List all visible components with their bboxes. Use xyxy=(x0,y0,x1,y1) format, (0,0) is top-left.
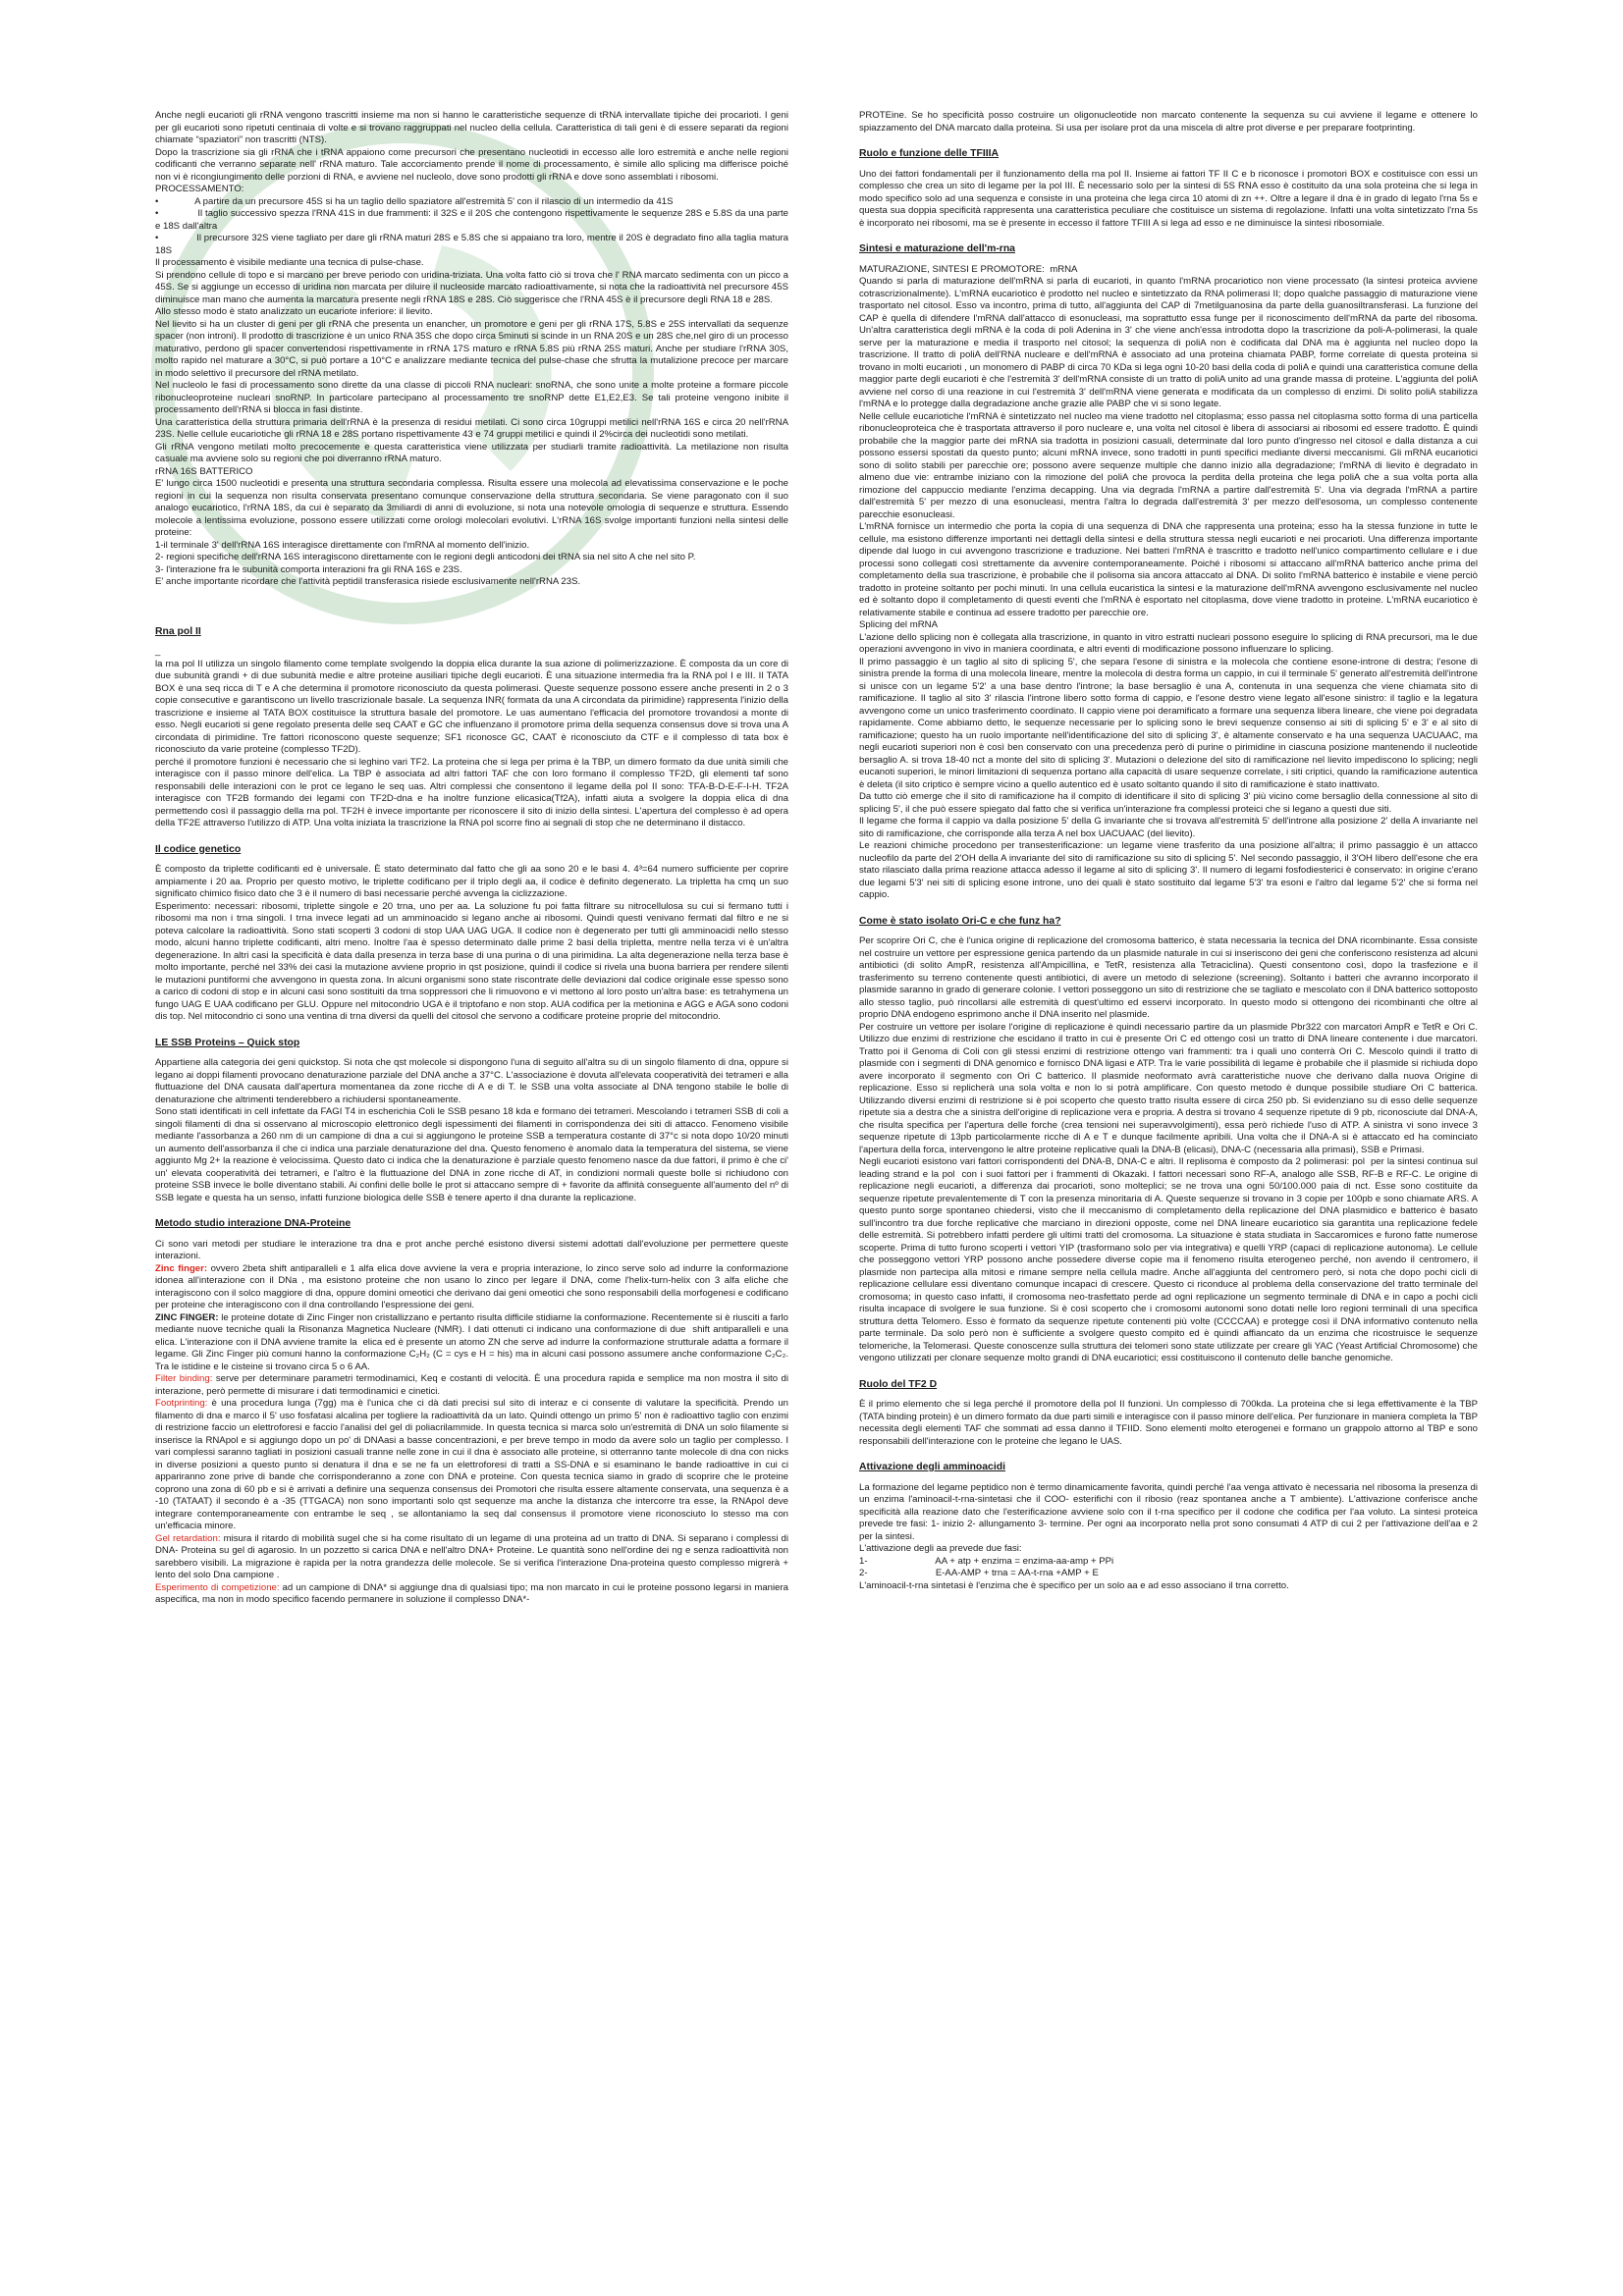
tf2d-section xyxy=(859,1399,1481,1448)
filter-binding-paragraph xyxy=(155,1373,791,1398)
paragraph: Il processamento è visibile mediante una tecnica di pulse-chase. xyxy=(155,257,424,268)
paragraph: Allo stesso modo è stato analizzato un eucariote inferiore: il lievito. xyxy=(155,306,433,317)
left-column xyxy=(155,110,794,1607)
paragraph: Esperimento: necessari: ribosomi, triplette singole e 20 trna, uno per aa. La soluzione fu poi fatta filtrare su nitrocellulosa su cui si fermano tutti i ribosomi ma non i trna singoli. I trna invece legati ad un amminoacido si legano anche ai ribosomi. Quindi questi venivano fermati dal filtro e ne si poteva calcolare la radioattività. Sono stati scoperti 3 codoni di stop UAA UAG UGA. Il codice non è degenerato per tutti gli amminoacidi nello stesso modo, alcuni hanno triplette codificanti, altri meno. Inoltre l'aa è spesso determinato dalle prime 2 basi della tripletta, mentre nella terza vi è un'altra degenerazione. In altri casi la specificità è data dalla presenza in terza base di una purina o di una pirimidina. La alta degenerazione nella terza base è molto importante, perché nel 33% dei casi la mutazione avviene proprio in qst posizione, quindi il codice si rivela una buona barriera per rendere silenti le mutazioni puntiformi che avvengono in questa zona. In alcuni organismi sono state riscontrate delle deviazioni dal codice originale esse spesso sono a carico di codoni di stop e in alcuni casi sono sostituiti da trna soppressori che li rimuovono e vi mettono al loro posto un'altra base: es tetrahymena un fungo UAG E UAA codificano per GLU. Oppure nel mitocondrio UGA è il triptofano e non stop. AUA codifica per la metionina e AGG e AGA sono codoni dis top. Nel mitocondrio ci sono una ventina di trna diversi da quelli del citosol che servono a codificare proteine proprie del mitocondrio. xyxy=(155,900,791,1022)
paragraph: _ xyxy=(155,646,161,657)
paragraph: 1- AA + atp + enzima = enzima-aa-amp + PPi xyxy=(859,1555,1114,1567)
zinc-finger-paragraph xyxy=(155,1262,791,1312)
rna-pol-section xyxy=(155,646,791,830)
gel-retardation-label: Gel retardation: xyxy=(155,1532,221,1544)
oric-section xyxy=(859,935,1481,1365)
paragraph: MATURAZIONE, SINTESI E PROMOTORE: mRNA xyxy=(859,263,1078,275)
paragraph: Dopo la trascrizione sia gli rRNA che i tRNA appaiono come precursori che presentano nucleotidi in eccesso alle loro estremità e anche nelle regioni codificanti che verranno separate nell' rRNA maturo. Tale accorciamento prende il nome di processamento, è simile allo splicing ma differisce poiché non vi è ricongiungimento delle porzioni di RNA, e avviene nel nucleolo, dove sono prodotti gli rRNA e dove sono assemblati i ribosomi. xyxy=(155,146,791,183)
zinc-finger-label: Zinc finger: xyxy=(155,1262,208,1274)
paragraph: 2- regioni specifiche dell'rRNA 16S interagiscono direttamente con le regioni degli anticodoni dei tRNA sia nel sito A che nel sito P. xyxy=(155,552,696,562)
metodo-section xyxy=(155,1238,791,1263)
gel-retardation-text: misura il ritardo di mobilità sugel che si ha come risultato di un legame di una proteina ad un tratto di DNA. Si separano i complessi di DNA- Proteina su gel di agarosio. In un pozzetto si carica DNA e nell'altro DNA+ Proteine. Le quantità sono nell'ordine dei ng e senza radioattività non sarebbero visibili. La migrazione è rapida per la notra grandezza delle molecole. Se si verifica l'interazione Dna-proteina questo complesso migrerà + lento del solo Dna campione . xyxy=(155,1532,791,1580)
paragraph: Le reazioni chimiche procedono per transesterificazione: un legame viene trasferito da una posizione all'altra; il primo passaggio è un attacco nucleofilo da parte del 2'OH della A invariante del sito di ramificazione su sito di splicing 5'. Nel secondo passaggio, il 3'OH libero dell'esone che era stato rilasciato dalla prima reazione attacca adesso il legame al sito di splicing 3'. Il numero di legami fosfodiesterici è conservato: in origine c'erano due legami 5'3' nei siti di splicing esone introne, uno dei quali è stato sostituito dal legame 5'3' tra esoni e l'altro dal legame 5'2' che si forma nel cappio. xyxy=(859,840,1481,900)
ssb-section xyxy=(155,1057,791,1204)
section-title-codice: Il codice genetico xyxy=(155,843,242,855)
paragraph: 3- l'interazione fra le subunità comporta interazioni fra gli RNA 16S e 23S. xyxy=(155,563,462,575)
competizione-text: ad un campione di DNA* si aggiunge dna di qualsiasi tipo; ma non marcato in cui le proteine possono legarsi in maniera aspecifica, ma non in modo specifico facendo permanere in soluzione il complesso DNA*- xyxy=(155,1581,791,1605)
paragraph: Gli rRNA vengono metilati molto precocemente e questa caratteristica viene utilizzata per studiarli tramite radioattività. La metilazione non risulta casuale ma avviene solo su regioni che poi diverranno rRNA maturo. xyxy=(155,441,791,464)
paragraph: Negli eucarioti esistono vari fattori corrispondenti del DNA-B, DNA-C e altri. Il replisoma è composto da 2 polimerasi: pol per la sintesi continua sul leading strand e la pol con i suoi fattori per i frammenti di Okazaki. I fattori necessari sono RF-A, analogo alle SSB, RF-B e RF-C. Le origine di replicazione negli eucarioti, a differenza dai procarioti, sono molteplici; se ne trova una ogni 50/100.000 paia di nct. Esse sono costituite da sequenze ripetute prevalentemente di T con la presenza minoritaria di A. Queste sequenze si trovano in 3 copie per 100pb e sono chiamate ARS. A questo punto sorge spontaneo chiedersi, visto che il meccanismo di completamento della replicazione del DNA plasmidico e batterico è basato sull'incontro tra due forche replicative che marciano in direzioni opposte, come nel DNA lineare eucariotico sia garantita una replicazione fedele delle estremità. Si potrebbero infatti perdere gli ultimi tratti del cromosoma. La situazione è stata studiata in Saccaromices e furono fatte numerose scoperte. Prima di tutto furono scoperti i vettori YIP (trasformano solo per via integrativa) e quelli YRP (capaci di replicazione autonoma). Le cellule che posseggono vettori YRP possono anche possedere diverse copie ma il fenomeno risulta eterogeneo perché, non avendo il centromero, il plasmide non partecipa alla mitosi e rimane sempre nella cellula madre. Anche all'aggiunta del centromero però, si nota che dopo pochi cicli di replicazione cellulare essi diventano comunque incapaci di crescere. Questo ci riconduce al problema della conservazione del tratto terminale del cromosoma; in questo caso infatti, il cromosoma neo-trasfettato perde ad ogni replicazione un segmento terminale di DNA e in capo a pochi cicli risulta incapace di svolgere le sua funzione. Si è così scoperto che i cromosomi autonomi sono dotati nelle loro regioni terminali di una specifica struttura detta Telomero. Esso è formato da sequenze ripetute contenenti più volte (CCCCAA) e protegge così il DNA informativo contenuto nella parte terminale. Da solo però non è sufficiente a svolgere questo compito ed è quindi affiancato da un enzima che ricostruisce le sequenze telomeriche, la Telomerasi. Queste conoscenze sulla struttura dei telomeri sono state utilizzate per creare gli YAC (Yeast Artificial Chromosome) che vengono utilizzati per clonare sequenze molto grandi di DNA eucariotici; essi costituiscono il contenuto delle banche genomiche. xyxy=(859,1156,1481,1363)
footprinting-paragraph xyxy=(155,1398,791,1533)
paragraph: Da tutto ciò emerge che il sito di ramificazione ha il compito di identificare il sito di splicing 3' più vicino come bersaglio della connessione al sito di splicing 5', il che può essere spiegato dal fatto che si verifica un'interazione fra complessi proteici che si legano a questi due siti. xyxy=(859,791,1481,815)
section-title-aa: Attivazione degli amminoacidi xyxy=(859,1462,1005,1472)
section-title-ssb: LE SSB Proteins – Quick stop xyxy=(155,1037,300,1048)
paragraph: PROCESSAMENTO: xyxy=(155,184,244,194)
paragraph: • A partire da un precursore 45S si ha un taglio dello spaziatore all'estremità 5' con il rilascio di un intermedio da 41S xyxy=(155,195,674,207)
footprinting-label: Footprinting: xyxy=(155,1398,208,1409)
paragraph: Per costruire un vettore per isolare l'origine di replicazione è quindi necessario partire da un plasmide Pbr322 con marcatori AmpR e TetR e Ori C. Utilizzo due enzimi di restrizione che escidano il tratto in cui è presente Ori C ed ottengo così un tratto di DNA lineare contenente i due marcatori. Tratto poi il Genoma di Coli con gli stessi enzimi di restrizione ottengo vari frammenti: tra i quali uno conterrà Ori C. Mescolo quindi il tratto di plasmide con i segmenti di DNA genomico e fornisco DNA ligasi e ATP. Tra le varie possibilità di legame è probabile che il plasmide si richiuda dopo avere incorporato il segmento con Ori C batterico. Il plasmide neoformato avrà caratteristiche nuove che derivano dalla nuova Origine di replicazione. Esso si replicherà una sola volta e non lo si potrà amplificare. Con questo metodo è dunque possibile studiare Ori C batterica. Utilizzando diversi enzimi di restrizione si è poi scoperto che questo tratto risulta essere di circa 250 pb. Si evidenziano su di esso delle sequenze ripetute sia a destra che a sinistra dell'origine di replicazione vera e propria. A destra si trovano 4 sequenze ripetute di 9 pb, riconosciute dal DNA-A, che risulta specifica per l'apertura delle forche (crea tensioni nei superavvolgimenti), essa però richiede l'uso di ATP. A sinistra vi sono invece 3 sequenze ripetute di 13pb particolarmente ricche di A e T e dunque facilmente apribili. Una volta che il DNA-A si è attaccato ed ha cominciato l'apertura della forca, intervengono le altre proteine replicative quali la DNA-B (elicasi), DNA-C (necessaria alla primasi), SSB e Primasi. xyxy=(859,1021,1481,1155)
paragraph: L'aminoacil-t-rna sintetasi è l'enzima che è specifico per un solo aa e ad esso associano il trna corretto. xyxy=(859,1579,1289,1591)
paragraph: Una caratteristica della struttura primaria dell'rRNA è la presenza di residui metilati. Ci sono circa 10gruppi metilici nell'rRNA 16S e circa 20 nell'rRNA 23S. Nelle cellule eucariotiche gli rRNA 18 e 28S portano rispettivamente 43 e 74 gruppi metilici e quindi il 2%circa dei nucleotidi sono metilati. xyxy=(155,416,791,440)
paragraph: Per scoprire Ori C, che è l'unica origine di replicazione del cromosoma batterico, è stata necessaria la tecnica del DNA ricombinante. Essa consiste nel costruire un vettore per espressione genica partendo da un plasmide naturale in cui si inseriscono dei geni che conferiscono resistenza ad alcuni antibiotici (di solito AmpR, resistenza all'Ampicillina, e TetR, resistenza alla Tetraciclina). Questi consentono così, dopo la trasfezione e il trasferimento su terreno contenente questi antibiotici, di avere un metodo di selezione (screening). Soltanto i batteri che avranno incorporato il plasmide saranno in grado di generare colonie. I vettori posseggono un sito di restrizione che se tagliato e mescolato con il DNA batterico sottoposto allo stesso taglio, può rincollarsi alle estremità di quest'ultimo ed esservi incorporato. In questo modo si ottengono dei ricombinanti che oltre al proprio DNA endogeno esprimono anche il DNA inserito nel plasmide. xyxy=(859,935,1481,1020)
paragraph: PROTEine. Se ho specificità posso costruire un oligonucleotide non marcato contenente la sequenza su cui avviene il legame e ottenere lo spiazzamento del DNA marcato dalla proteina. Si usa per isolare prot da una miscela di altre prot diverse e per preparare footprinting. xyxy=(859,110,1481,133)
zinc-finger-text: ovvero 2beta shift antiparalleli e 1 alfa elica dove avviene la vera e propria interazione, lo zinco serve solo ad indurre la conformazione idonea all'interazione con il DNa , ma esistono proteine che non usano lo zinco per legare il DNA, come l'helix-turn-helix con 3 alfa eliche che interagiscono con il solco maggiore di dna, oppure domini omeotici che derivano dai geni omeotici che sono responsabili della morfogenesi e codificano per proteine che interagiscono con il dna controllando l'espressione dei geni. xyxy=(155,1262,791,1310)
aa-section xyxy=(859,1481,1481,1593)
paragraph: Nelle cellule eucariotiche l'mRNA è sintetizzato nel nucleo ma viene tradotto nel citoplasma; esso passa nel citoplasma sotto forma di una particella ribonucleoproteica che è trasportata attraverso il poro nucleare e, una volta nel citosol è libera di associarsi ai ribosomi ed essere tradotto. È quindi probabile che la maggior parte dei mRNA sia tradotta in posizioni casuali, determinate dal loro punto d'ingresso nel citosol e dalla distanza a cui possono essersi spostati da questo punto; alcuni mRNA invece, sono tradotti in punti specifici mediante diversi meccanismi. Gli mRNA eucariotici sono di solito stabili per parecchie ore; possono avere sequenze multiple che danno inizio alla degradazione; l'mRNA di lievito è degradato in almeno due vie: entrambe iniziano con la rimozione del poliA che provoca la perdita della proteina che lega poliA che a sua volta porta alla rimozione del cappuccio mediante l'enzima decapping. Una via degrada l'mRNA a partire dall'estremità 5'. Una via degrada l'mRNA a partire dall'estremità 5' per mezzo di una esonucleasi, mentra l'altra lo degrada dall'estremità 3' per mezzo dell'esosoma, un complesso contenente parecchie esonucleasi. xyxy=(859,410,1481,520)
section-title-metodo: Metodo studio interazione DNA-Proteine xyxy=(155,1218,352,1229)
paragraph: Il legame che forma il cappio va dalla posizione 5' della G invariante che si trovava all'estremità 5' dell'introne alla posizione 2' della A invariante nel sito di ramificazione, che corrisponde alla terza A nel box UACUAAC (del lievito). xyxy=(859,816,1481,839)
paragraph: È il primo elemento che si lega perché il promotore della pol II funzioni. Un complesso di 700kda. La proteina che si lega effettivamente è la TBP (TATA binding protein) è un dimero formato da due parti simili e interagisce con il passo minore dell'elica. Per funzionare in maniera completa la TBP necessita degli elementi TAF che sommati ad essa danno il TFIID. Sono elementi molto eterogenei e formano un grappolo attorno al TBP e sono responsabili dell'interazione con le proteine che legano le UAS. xyxy=(859,1399,1481,1447)
paragraph: L'attivazione degli aa prevede due fasi: xyxy=(859,1543,1022,1554)
paragraph: E' lungo circa 1500 nucleotidi e presenta una struttura secondaria complessa. Risulta essere una molecola ad elevatissima conservazione e le poche regioni in cui la sequenza non risulta conservata presentano comunque conservazione della struttura secondaria. Se viene paragonato con il suo analogo eucariotico, l'rRNA 18S, da cui è separato da 3miliardi di anni di evoluzione, si nota una notevole omologia di sequenze e struttura. Essendo molecole a lentissima evoluzione, possono essere utilizzati come orologi molecolari evolutivi. L'rRNA 16S svolge importanti funzioni nella sintesi delle proteine: xyxy=(155,478,791,538)
section-title-oric: Come è stato isolato Ori-C e che funz ha? xyxy=(859,915,1061,927)
continuation-section xyxy=(859,110,1481,134)
paragraph: La formazione del legame peptidico non è termo dinamicamente favorita, quindi perché l'aa venga attivato è necessaria nel ribosoma la presenza di un enzima l'aminoacil-t-rna-sintetasi che il COO- esterifichi con il ribosio (reaz spontanea anche a T ambiente). L'attivazione conferisce anche specificità alla reazione dato che l'esterificazione avviene solo con il t-rna specifico per il codone che codifica per l'aa voluto. La sintesi proteica prevede tre fasi: 1- inizio 2- allungamento 3- termine. Per ogni aa incorporato nella prot sono consumati 4 ATP di cui 2 per l'attivazione dell'aa e 2 per la sintesi. xyxy=(859,1481,1481,1542)
mrna-section xyxy=(859,263,1481,902)
paragraph: perché il promotore funzioni è necessario che si leghino vari TF2. La proteina che si lega per prima è la TBP, un dimero formato da due unità simili che interagisce con il passo minore dell'elica. La TBP è associata ad altri fattori TAF che con loro formano il complesso TF2D, gli elementi taf sono responsabili delle interazioni con le prot ce legano le seq uas. Altri complessi che consentono il legame della pol II sono: TFA-B-D-E-F-I-H. TF2A interagisce con TF2B formando dei legami con TF2D-dna e ha inoltre funzione elicasica(Tf2A), infatti aiuta a svolgere la doppia elica di dna permettendo così il passaggio della rna pol. TF2H è invece importante per riconoscere il sito di inizio della sintesi. L'apertura del complesso è ad opera della TF2E attraverso l'utilizzo di ATP. Una volta iniziata la trascrizione la RNA pol scorre fino ai segnali di stop che ne determinano il distacco. xyxy=(155,756,791,828)
paragraph: Quando si parla di maturazione dell'mRNA si parla di eucarioti, in quanto l'mRNA procariotico non viene processato (la sintesi proteica avviene cotrascrizionalmente). L'mRNA eucariotico è prodotto nel nucleo e sintetizzato da RNA polimerasi II; dopo qualche passaggio di maturazione viene trasportato nel citosol. Esso va incontro, prima di tutto, all'aggiunta del CAP di 7metilguanosina da parte della guanosiltransferasi. La funzione del CAP è quella di difendere l'mRNA dall'attacco di esonucleasi, ma soprattutto essa funge per il riconoscimento dell'mRNA da parte del ribosoma. Un'altra caratteristica degli mRNA è la coda di poli Adenina in 3' che viene anch'essa introdotta dopo la trascrizione da poli-A-polimerasi, la quale serve per la maturazione e media il trasporto nel citosol; la sequenza di poliA non è codificata dal DNA ma è aggiunta nel nucleo dopo la trascrizione. Il tratto di poliA dell'RNA nucleare e dell'mRNA è associato ad una proteina chiamata PABP, forme correlate di questa proteina si trovano in molti eucarioti , un monomero di PABP di circa 70 KDa si lega ogni 10-20 basi della coda di poliA e quindi una caratteristica comune della maggior parte degli eucarioti è che l'estremità 3' dell'mRNA consiste di un tratto di poliA unito ad una grande massa di proteine. L'aggiunta del poliA avviene nel corso di una reazione in cui l'estremità 3' dell'mRNA viene generata e modificata da un complesso di enzimi. Di solito poliA stabilizza l'mRNA e lo protegge dalla degradazione anche grazie alle PABP che vi si sono legate. xyxy=(859,276,1481,409)
right-column xyxy=(859,110,1481,1592)
section-title-tf2d: Ruolo del TF2 D xyxy=(859,1378,938,1390)
paragraph: Nel lievito si ha un cluster di geni per gli rRNA che presenta un enancher, un promotore e geni per gli rRNA 17S, 5.8S e 25S intervallati da sequenze spacer (non introni). Il prodotto di trascrizione è un unico RNA 35S che dopo circa 5minuti si scinde in un RNA 20S e un 28S che,nel giro di un processo maturativo, perdono gli spacer convertendosi rispettivamente in rRNA 17S maturo e rRNA 5.8S più rRNA 25S maturi. Anche per studiare l'rRNA 30S, molto rapido nel maturare a 30°C, si può portare a 10°C e analizzare mediante tecnica del pulse-chase che sfrutta la mutalizione precoce per marcare in modo selettivo il precursore del rRNA metilato. xyxy=(155,318,791,379)
paragraph: E' anche importante ricordare che l'attività peptidil transferasica risiede esclusivamente nell'rRNA 23S. xyxy=(155,576,581,587)
paragraph: 2- E-AA-AMP + trna = AA-t-rna +AMP + E xyxy=(859,1568,1099,1578)
filter-binding-text: serve per determinare parametri termodinamici, Keq e costanti di velocità. È una procedura rapida e semplice ma non mostra il sito di interazione, però permette di misurare i dati termodinamici e cinetici. xyxy=(155,1373,791,1397)
gel-retardation-paragraph xyxy=(155,1532,791,1582)
section-title-tfiiia: Ruolo e funzione delle TFIIIA xyxy=(859,148,1000,159)
zinc-finger2-paragraph xyxy=(155,1311,794,1374)
zinc-finger2-text: le proteine dotate di Zinc Finger non cristallizzano e pertanto risulta difficile stidiarne la conformazione. Recentemente si è riusciti a farlo mediante nuove tecniche quali la Risonanza Magnetica Nucleare (NMR). I dati ottenuti ci indicano una conformazione di due shift antiparalleli e una elica. L'interazione con il DNA avviene tramite la elica ed è presente un atomo ZN che serve ad indurre la conformazione strutturale adatta a formare il legame. Gli Zinc Finger più comuni hanno la conformazione C₂H₂ (C = cys e H = his) ma in alcuni casi possono assumere anche conformazione C₂C₂. Tra le istidine e le cisteine si trovano circa 5 o 6 AA. xyxy=(155,1311,794,1372)
paragraph: Sono stati identificati in cell infettate da FAGI T4 in escherichia Coli le SSB pesano 18 kda e formano dei tetrameri. Mescolando i tetrameri SSB di coli a singoli filamenti di dna si osservano al microscopio elettronico degli ispessimenti dei filamenti in corrispondenza dei siti di attacco. Fenomeno visibile mediante l'assorbanza a 260 nm di un campione di dna a cui si aggiungono le proteine SSB a temperatura costante di 37°c si nota dopo 10/20 minuti un aumento dell'assorbanza il che ci indica una parziale denaturazione del dna. Questo fenomeno è anomalo data la temperatura del sistema, se viene aggiunto Mg 2+ la reazione è velocissima. Questo dato ci indica che la denaturazione è parziale questo fenomeno nasce da due fattori, il primo è che ci' un' elevata cooperatività dei tetrameri, e l'altro è la fluttuazione del DNA in zone ricche di AT, in condizioni normali queste bolle si richiudono con proteine SSB invece le bolle diventano stabili. Ai confini delle bolle le prot si attaccano sempre di + favorite da affinità conseguente all'aumento del nº di SSB legate e questa ha un senso, infatti funzione biologica delle SSB è tenere aperto il dna durante la replicazione. xyxy=(155,1106,791,1203)
paragraph: • Il precursore 32S viene tagliato per dare gli rRNA maturi 28S e 5.8S che si appaiano tra loro, mentre il 20S è degradato fino alla taglia matura 18S xyxy=(155,233,791,256)
tfiiia-section xyxy=(859,168,1481,231)
paragraph: Il primo passaggio è un taglio al sito di splicing 5', che separa l'esone di sinistra e la molecola che contiene esone-introne di destra; l'esone di sinistra prende la forma di una molecola lineare, mentre la molecola di destra forma un cappio, in cui il terminale 5' generato all'estremità dell'introne si unisce con un legame 5'2' a una base dentro l'introne; la base bersaglio è una A, contenuta in una sequenza che viene chiamata sito di ramificazione. Il taglio al sito 3' rilascia l'introne libero sotto forma di cappio, e l'esone destro viene legato all'esone sinistro: il taglio e la legatura avvengono come un unico trasferimento coordinato. Il cappio viene poi deramificato a formare una sequenza libera lineare, che viene poi degradata rapidamente. Come abbiamo detto, le sequenze necessarie per lo splicing sono le brevi sequenze consenso ai siti di splicing 5' e 3' e al sito di ramificazione; questo ha un ruolo importante nell'identificazione del sito di splicing 3', è altamente conservato e ha una sequenza UACUAAC, ma negli eucarioti superiori non è così ben conservato con una precedenza però di purine o pirimidine in ciascuna posizione mantenendo il nucleotide bersaglio A. si trova 18-40 nct a monte del sito di splicing 3'. Mutazioni o delezione del sito di ramificazione nel lievito impediscono lo splicing; negli eucanoti superiori, le minori limitazioni di sequenza portano alla capacità di usare sequenze correlate, i siti criptici, quando la ramificazione autentica è deleta (il sito criptico è sempre vicino a quello autentico ed è usato soltanto quando il sito di ramificazione è stato inattivato. xyxy=(859,656,1481,790)
competizione-label: Esperimento di competizione: xyxy=(155,1581,280,1593)
rrna-section xyxy=(155,110,791,589)
section-title-mrna: Sintesi e maturazione dell'm-rna xyxy=(859,243,1015,254)
zinc-finger2-label: ZINC FINGER: xyxy=(155,1311,219,1323)
paragraph: Ci sono vari metodi per studiare le interazione tra dna e prot anche perché esistono diversi sistemi adottati dall'evoluzione per permettere queste interazioni. xyxy=(155,1238,791,1261)
paragraph: Uno dei fattori fondamentali per il funzionamento della rna pol II. Insieme ai fattori TF II C e b riconosce i promotori BOX e costituisce con essi un complesso che crea un sito di legame per la pol III. È necessario solo per la sintesi di 5S RNA esso è costituito da una sola proteina che si lega in modo specifico solo ad una sequenza e consiste in una proteina che lega circa 10 atomi di zn ++. Oltre a legare il dna è in grado di legato l'rna 5s e questa sua doppia specificità rappresenta una caratteristica peculiare che costituisce un sistema di regolazione. Infatti una volta sintetizzato l'rna 5s è incorporato nei ribosomi, ma se è presente in eccesso il fattore TFIII A si lega ad esso e ne diminuisce la sintesi ribosomiale. xyxy=(859,168,1481,229)
paragraph: Si prendono cellule di topo e si marcano per breve periodo con uridina-triziata. Una volta fatto ciò si trova che l' RNA marcato sedimenta con un picco a 45S. Se si aggiunge un eccesso di uridina non marcata per diluire il nucleoside marcato radioattivamente, si nota che la radioattività nel precursore 45S diminuisce man mano che aumenta la marcatura presente negli rRNA 18S e 28S. Ciò suggerisce che l'RNA 45S è il precursore degli RNA 18 e 28S. xyxy=(155,269,791,305)
paragraph: Appartiene alla categoria dei geni quickstop. Si nota che qst molecole si dispongono l'una di seguito all'altra su di un singolo filamento di dna, oppure si legano ai doppi filamenti provocano denaturazione parziale del DNA anche a 37°C. L'associazione è dovuta all'elevata cooperatività dei tetrameri e alla fluttuazione del DNA causata dall'apertura momentanea da zone ricche di A e di T. le SSB una volta associate al DNA tengono stabile le bolle di denaturazione che altrimenti tenderebbero a richiudersi spontaneamente. xyxy=(155,1057,791,1105)
paragraph: Nel nucleolo le fasi di processamento sono dirette da una classe di piccoli RNA nucleari: snoRNA, che sono unite a molte proteine a formare piccole ribonucleoproteine nucleari snoRNP. In particolare partecipano al processamento tre snoRNP dette E1,E2,E3. Se tali proteine vengono inibite il processamento dell'rRNA si blocca in fasi distinte. xyxy=(155,380,791,415)
paragraph: • Il taglio successivo spezza l'RNA 41S in due frammenti: il 32S e il 20S che contengono rispettivamente le sequenze 28S e 5.8S da una parte e 18S dall'altra xyxy=(155,208,791,232)
paragraph: rRNA 16S BATTERICO xyxy=(155,465,253,477)
paragraph: Anche negli eucarioti gli rRNA vengono trascritti insieme ma non si hanno le caratteristiche sequenze di tRNA intervallate tipiche dei procarioti. I geni per gli eucarioti sono ripetuti centinaia di volte e si trovano raggruppati nel nucleo della cellula. Caratteristica di tali geni è di essere separati da regioni chiamate “spaziatori” non trascritti (NTS). xyxy=(155,110,791,145)
paragraph: È composto da triplette codificanti ed è universale. È stato determinato dal fatto che gli aa sono 20 e le basi 4. 4³=64 numero sufficiente per coprire ampiamente i 20 aa. Proprio per questo motivo, le triplette codificano per il triplo degli aa, il codice è definito degenerato. La tripletta ha cmq un suo significato chimico fisico dato che 3 è il numero di basi necessarie perché avvenga la ciclizzazione. xyxy=(155,864,791,899)
paragraph: 1-il terminale 3' dell'rRNA 16S interagisce direttamente con l'mRNA al momento dell'inizio. xyxy=(155,539,530,551)
paragraph: L'azione dello splicing non è collegata alla trascrizione, in quanto in vitro estratti nucleari possono eseguire lo splicing di RNA precursori, ma le due operazioni avvengono in vivo in maniera coordinata, e altri eventi di modificazione possono influenzare lo splicing. xyxy=(859,631,1481,655)
paragraph: Splicing del mRNA xyxy=(859,619,938,630)
filter-binding-label: Filter binding: xyxy=(155,1373,213,1384)
section-title-rna-pol: Rna pol II xyxy=(155,625,201,637)
paragraph: la rna pol II utilizza un singolo filamento come template svolgendo la doppia elica durante la sua azione di polimerizzazione. È composta da un core di due subunità grandi + di due subunità medie e altre proteine ausiliari tipiche degli eucarioti. È una situazione intermedia fra la RNA pol I e III. Il TATA BOX è una seq ricca di T e A che determina il promotore riconosciuto da questa polimerasi. Queste sequenze possono essere anche presenti in 2 o 3 copie consecutive e garantiscono un livello trascrizionale basale. La sequenza INR( formata da una A circondata da pirimidine) rappresenta l'inizio della trascrizione e insieme al TATA BOX costituisce la struttura basale del promotore. Le uas aumentano l'efficacia del promotore trovandosi a monte di esso. Negli eucarioti si gene regolato presenta delle seq CAAT e GC che influenzano il promotore prima della sequenza consensus dove si trova una A circondata di pirimidine. Tre fattori riconoscono queste sequenze; SF1 riconosce GC, CAAT è riconosciuto da CTF e il complesso di tata box è riconosciuto da varie proteine (complesso TF2D). xyxy=(155,658,791,755)
codice-section xyxy=(155,864,791,1024)
footprinting-text: è una procedura lunga (7gg) ma è l'unica che ci dà dati precisi sul sito di interaz e ci consente di valutare la specificità. Prendo un filamento di dna e marco il 5' uso fosfatasi alcalina per togliere la radioattività da un lato. Quindi ottengo un primo 5' non è radioattivo taglio con enzimi di restrizione faccio un elettroforesi e faccio l'analisi del gel di poliacrilammide. In questa tecnica si marca solo un'estremità di DNA un solo filamente si inserisce la RNApol e si aggiungo dopo un po' di DNAasi a basse concentrazioni, e per breve tempo in modo da avere solo un taglio per complesso. I vari complessi saranno tagliati in posizioni casuali tranne nelle zone in cui il dna è associato alle proteine, si otterranno tante molecole di dna con nicks in diverse posizioni a questo punto si denatura il dna e se ne fa un elettroforesi di tratti a SS-DNA e si esaminano le bande radioattive in cui ci appariranno zone prive di bande che corrisponderanno a zone con DNA e proteine. Con questa tecnica siamo in grado di scoprire che le proteine coprono una zona di 60 pb e si è arrivati a definire una sequenza consensus dei Promotori che risulta essere altamente conservata, una sequenza è a -10 (TATAAT) il secondo è a -35 (TTGACA) non sono importanti solo qst sequenze ma anche la distanza che intercorre tra esse, la RNApol deve integrare contemporaneamente con entrambe le seq , se allontaniamo la seq dal consensus il promotore viene riconosciuto lo stesso ma con un'efficacia minore. xyxy=(155,1398,791,1531)
competizione-paragraph xyxy=(155,1581,791,1607)
paragraph: L'mRNA fornisce un intermedio che porta la copia di una sequenza di DNA che rappresenta una proteina; esso ha la stessa funzione in tutte le cellule, ma esistono differenze importanti nei dettagli della sintesi e della struttura stessa negli eucarioti e nei procarioti. Una differenza importante dipende dal luogo in cui avvengono trascrizione e traduzione. Nei batteri l'mRNA è trascritto e tradotto nell'unico compartimento cellulare e i due processi sono collegati così strettamente da avvenire contemporaneamente. Poiché i ribosomi si attaccano all'mRNA batterico anche prima del completamento della sua trascrizione, è probabile che il polisoma sia ancora attaccato al DNA. Di solito l'mRNA batterico è instabile e viene perciò tradotto in proteine soltanto per pochi minuti. In una cellula eucaristica la sintesi e la maturazione dell'mRNA avvengono esclusivamente nel nucleo ed è soltanto dopo il completamento di questi eventi che l'mRNA è esportato nel citoplasma, dove viene tradotto in proteine. L'mRNA eucariotico è relativamente stabile e continua ad essere tradotto per parecchie ore. xyxy=(859,521,1481,618)
